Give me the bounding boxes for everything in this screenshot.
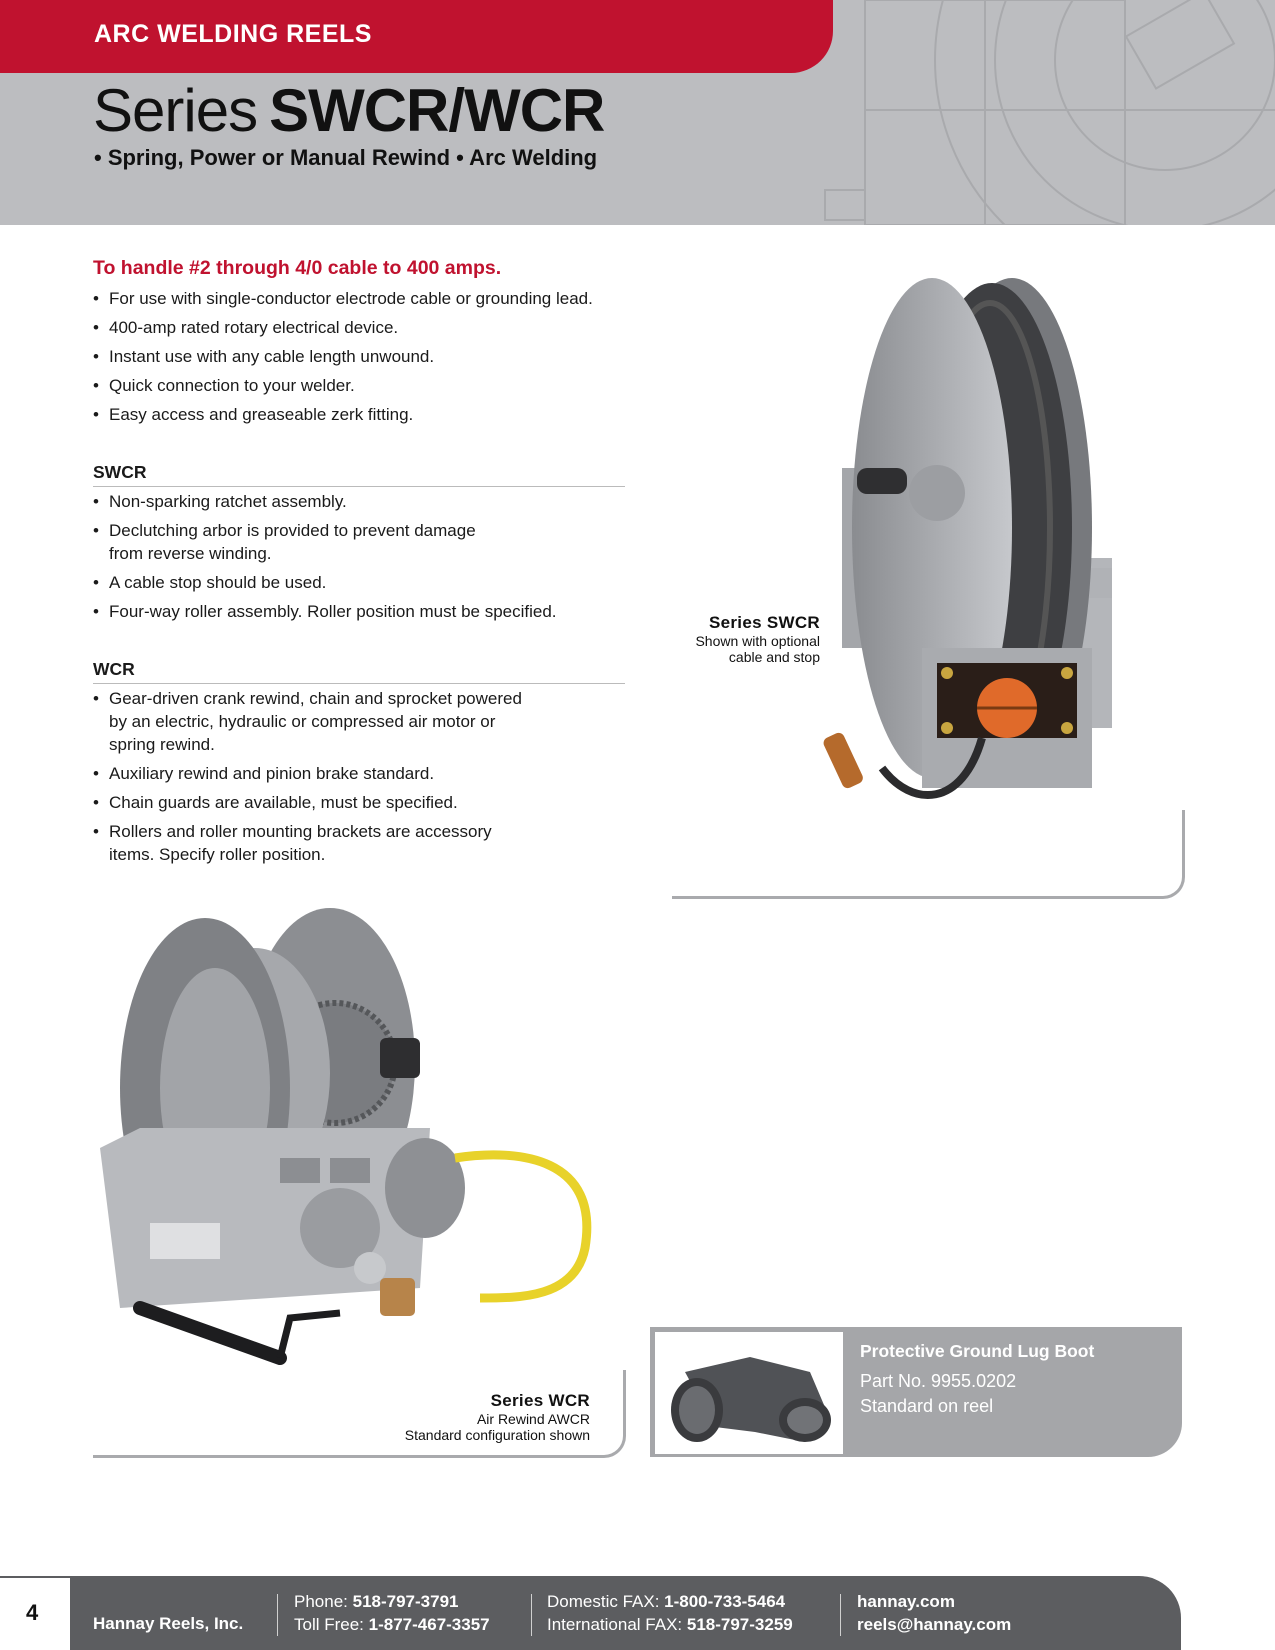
lug-boot-title: Protective Ground Lug Boot <box>860 1341 1095 1361</box>
list-item: • Chain guards are available, must be specified. <box>93 793 458 812</box>
list-item: • 400-amp rated rotary electrical device. <box>93 318 399 337</box>
list-item: • For use with single-conductor electrode cable or grounding lead. <box>93 289 593 308</box>
email-link[interactable]: reels@hannay.com <box>857 1615 1012 1634</box>
website-link[interactable]: hannay.com <box>857 1592 955 1611</box>
intro-bullet-list <box>93 287 633 432</box>
list-item: • Gear-driven crank rewind, chain and sprocket powered by an electric, hydraulic or compressed air motor or spring rewind. <box>93 689 522 754</box>
lug-boot-text <box>860 1341 1094 1419</box>
page-number: 4 <box>26 1600 39 1625</box>
list-item: • A cable stop should be used. <box>93 573 327 592</box>
tollfree-number: 1-877-467-3357 <box>368 1615 490 1634</box>
swcr-bullet-list <box>93 490 557 629</box>
list-item: • Easy access and greaseable zerk fitting. <box>93 405 414 424</box>
list-item: • Four-way roller assembly. Roller position must be specified. <box>93 602 557 621</box>
swcr-heading: SWCR <box>93 462 625 487</box>
lead-statement: To handle #2 through 4/0 cable to 400 amps. <box>93 257 502 279</box>
footer-divider <box>531 1594 532 1636</box>
title-model: SWCR/WCR <box>269 77 605 144</box>
phone-number: 518-797-3791 <box>352 1592 459 1611</box>
header-band <box>0 0 1275 225</box>
international-fax: 518-797-3259 <box>686 1615 793 1634</box>
footer-divider <box>277 1594 278 1636</box>
category-tab <box>0 0 833 73</box>
footer-web-block <box>857 1590 1011 1636</box>
list-item: • Rollers and roller mounting brackets are accessory items. Specify roller position. <box>93 822 492 864</box>
swcr-caption: Series SWCR Shown with optional cable and stop <box>695 613 820 665</box>
title-series-word: Series <box>93 77 258 144</box>
lug-boot-note: Standard on reel <box>860 1396 994 1416</box>
lug-boot-part-number: Part No. 9955.0202 <box>860 1371 1017 1391</box>
category-label: ARC WELDING REELS <box>94 20 372 48</box>
swcr-reel-photo <box>822 268 1162 868</box>
lug-boot-icon <box>655 1332 843 1454</box>
domestic-fax: 1-800-733-5464 <box>664 1592 786 1611</box>
page-title <box>93 76 604 145</box>
footer-phone-block: Phone: 518-797-3791 Toll Free: 1-877-467-3357 <box>294 1592 490 1634</box>
footer-fax-block: Domestic FAX: 1-800-733-5464 International FAX: 518-797-3259 <box>547 1592 793 1634</box>
list-item: • Auxiliary rewind and pinion brake standard. <box>93 764 435 783</box>
wcr-heading: WCR <box>93 659 625 684</box>
list-item: • Quick connection to your welder. <box>93 376 355 395</box>
ground-lug-boot-panel <box>650 1327 1182 1457</box>
footer-divider <box>840 1594 841 1636</box>
wcr-bullet-list <box>93 687 533 872</box>
footer-company: Hannay Reels, Inc. <box>93 1614 244 1633</box>
page-subtitle: • Spring, Power or Manual Rewind • Arc Welding <box>94 145 598 170</box>
wcr-reel-photo <box>80 888 630 1408</box>
lug-boot-image <box>655 1332 843 1454</box>
list-item: • Instant use with any cable length unwound. <box>93 347 435 366</box>
reel-line-drawing-background <box>805 0 1275 225</box>
list-item: • Non-sparking ratchet assembly. <box>93 492 347 511</box>
wcr-caption: Series WCR Air Rewind AWCR Standard configuration shown <box>404 1391 590 1443</box>
list-item: • Declutching arbor is provided to prevent damage from reverse winding. <box>93 521 476 563</box>
